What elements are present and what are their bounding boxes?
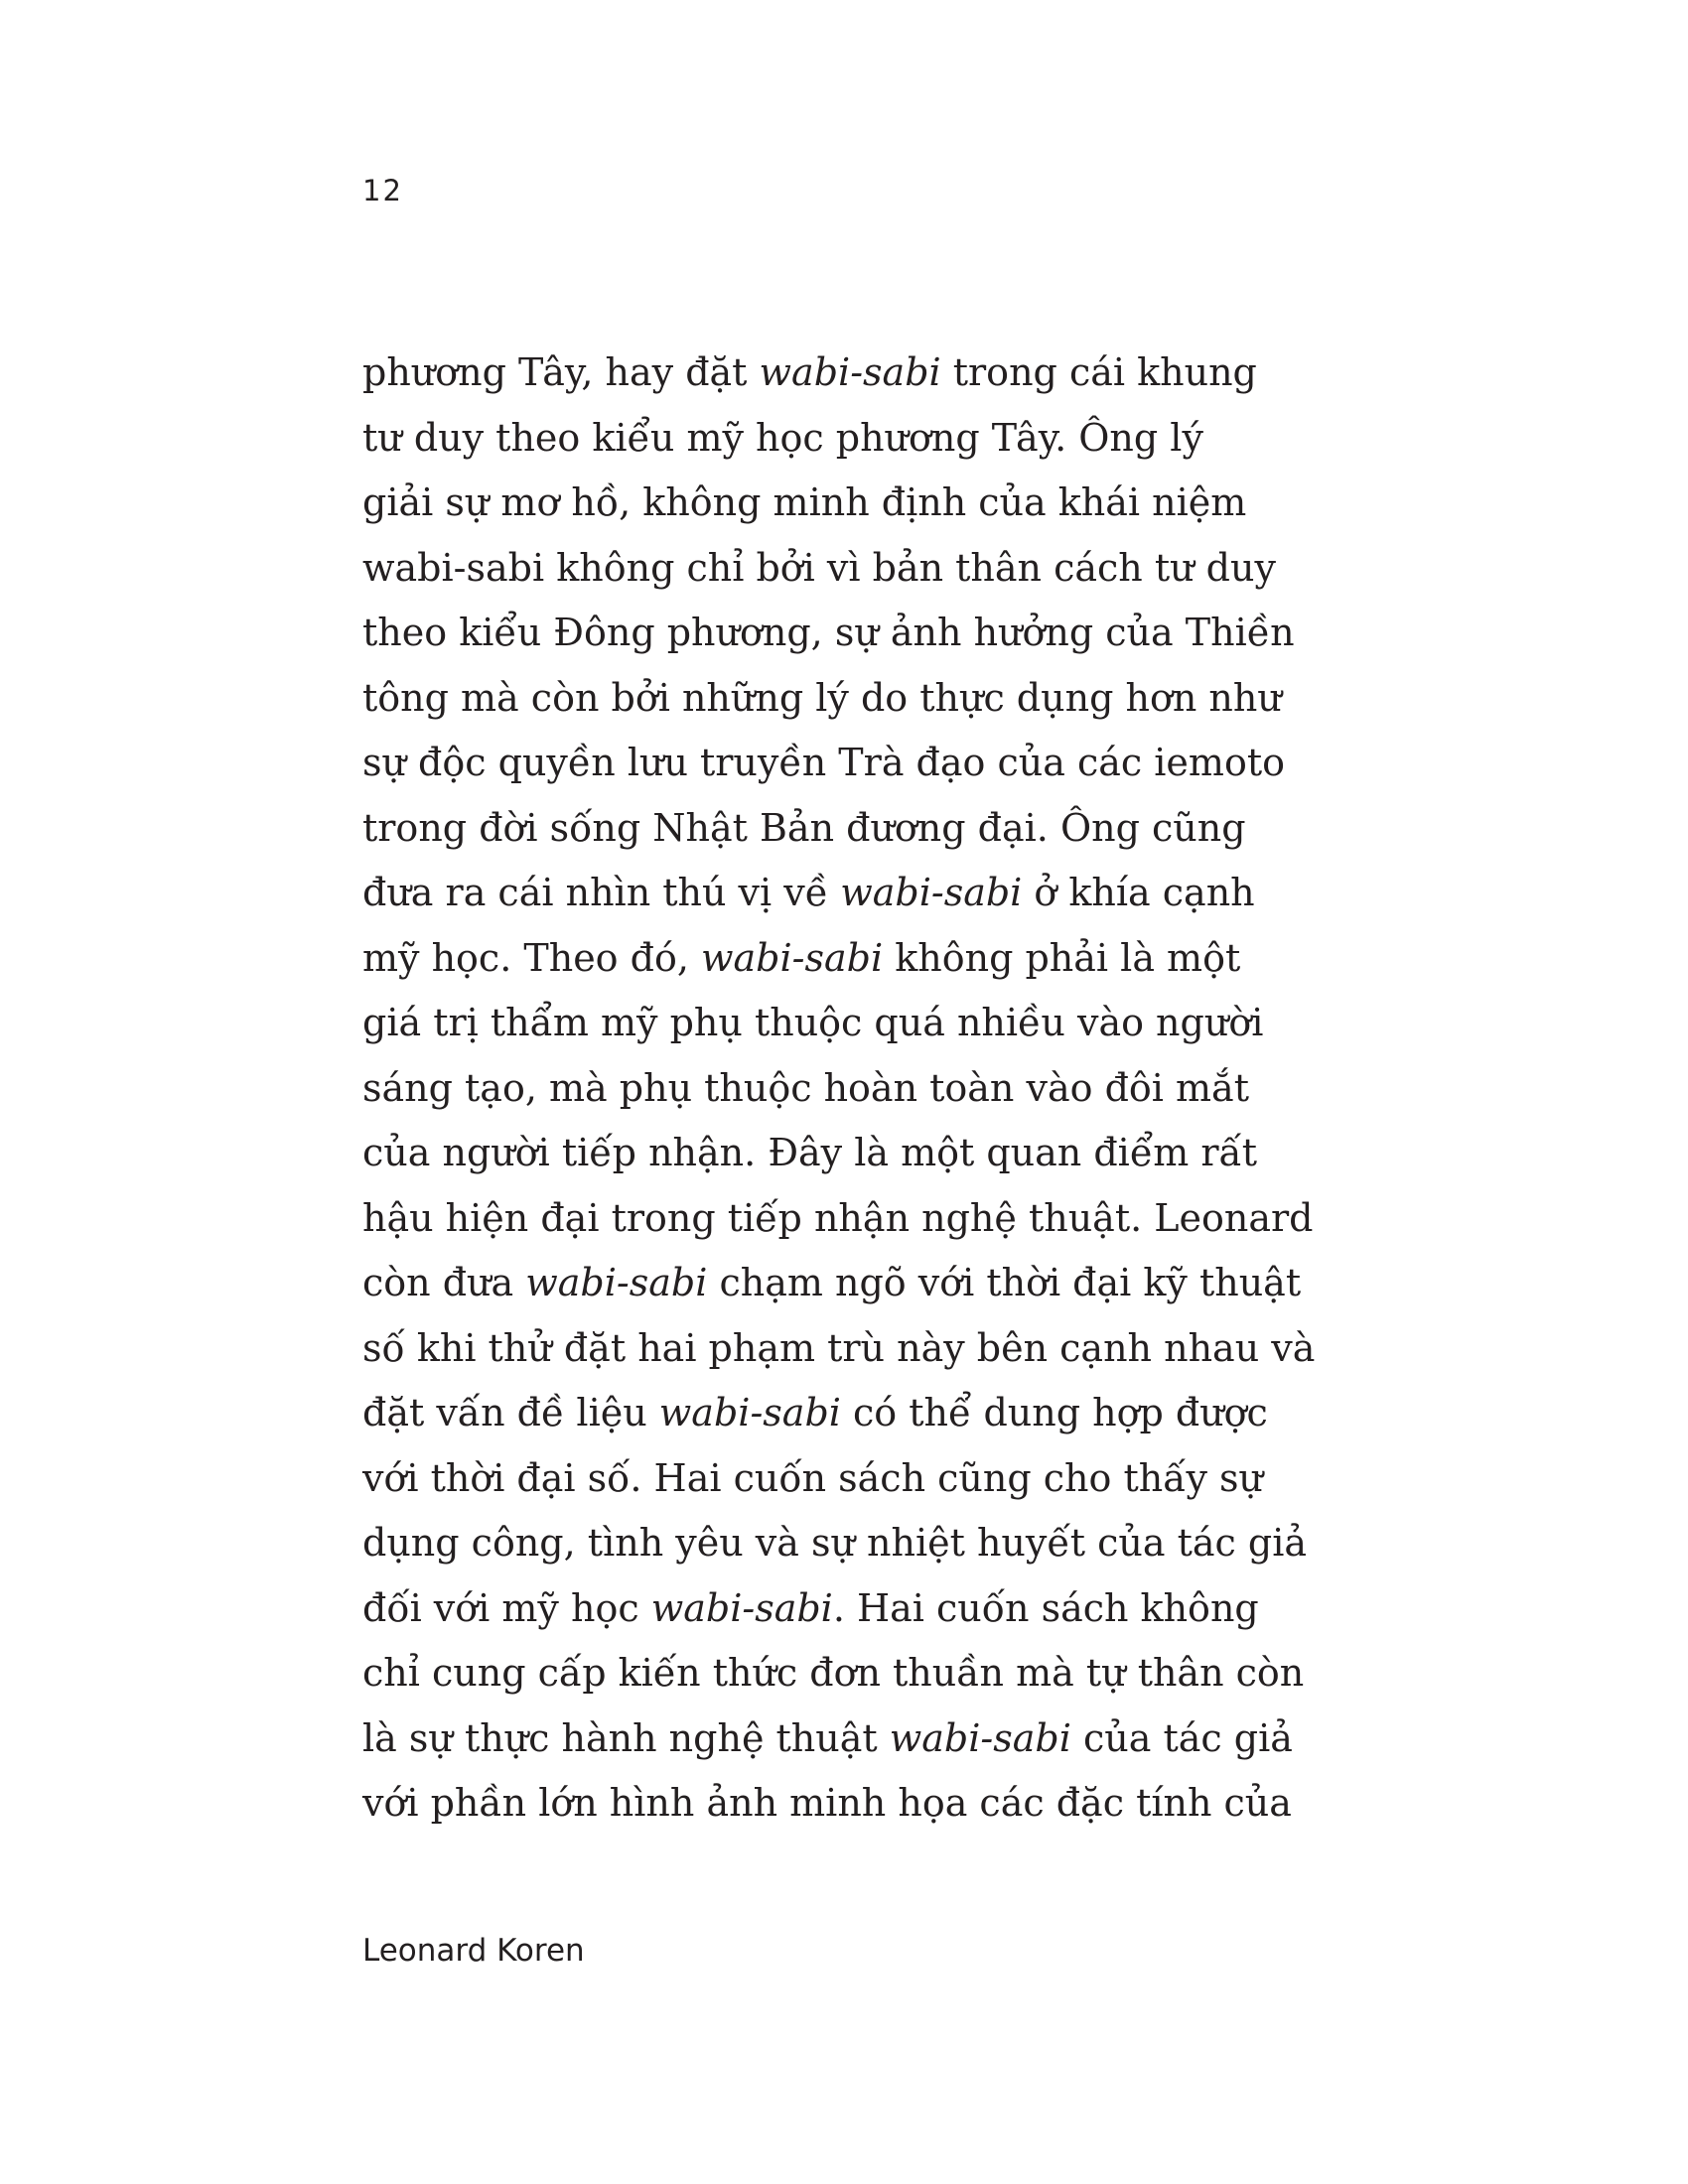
body-paragraph: [362, 341, 1316, 1837]
text-segment: của tác giả: [1070, 1715, 1293, 1760]
text-segment: ở khía cạnh: [1022, 871, 1255, 914]
text-segment: giải sự mơ hồ, không minh định của khái niệm: [362, 480, 1247, 524]
page-number: 12: [362, 174, 403, 207]
text-line: [362, 731, 1316, 796]
text-segment: còn đưa: [362, 1261, 526, 1304]
text-line: [362, 1771, 1316, 1837]
italic-term: wabi-sabi: [889, 1715, 1071, 1760]
italic-term: wabi-sabi: [840, 871, 1023, 914]
text-line: [362, 536, 1316, 602]
text-line: [362, 666, 1316, 732]
text-line: [362, 1576, 1316, 1642]
text-line: [362, 1121, 1316, 1186]
text-line: [362, 341, 1316, 406]
text-line: [362, 406, 1316, 472]
text-segment: dụng công, tình yêu và sự nhiệt huyết của tác giả: [362, 1521, 1308, 1565]
text-segment: . Hai cuốn sách không: [832, 1585, 1259, 1630]
text-segment: theo kiểu Đông phương, sự ảnh hưởng của Thiền: [362, 611, 1295, 654]
text-line: [362, 1511, 1316, 1576]
text-line: [362, 926, 1316, 992]
text-segment: hậu hiện đại trong tiếp nhận nghệ thuật. Leonard: [362, 1195, 1314, 1240]
text-segment: số khi thử đặt hai phạm trù này bên cạnh nhau và: [362, 1325, 1316, 1370]
text-segment: đối với mỹ học: [362, 1585, 651, 1630]
text-line: [362, 471, 1316, 536]
text-line: [362, 1706, 1316, 1772]
text-segment: wabi-sabi không chỉ bởi vì bản thân cách tư duy: [362, 545, 1276, 590]
text-segment: của người tiếp nhận. Đây là một quan điểm rất: [362, 1131, 1258, 1174]
text-segment: tông mà còn bởi những lý do thực dụng hơn như: [362, 675, 1282, 720]
italic-term: wabi-sabi: [701, 935, 884, 980]
text-line: [362, 861, 1316, 926]
text-segment: có thể dung hợp được: [840, 1391, 1268, 1434]
text-line: [362, 1381, 1316, 1446]
text-line: [362, 1056, 1316, 1122]
text-line: [362, 601, 1316, 666]
text-segment: sáng tạo, mà phụ thuộc hoàn toàn vào đôi mắt: [362, 1065, 1249, 1110]
text-line: [362, 991, 1316, 1056]
italic-term: wabi-sabi: [658, 1391, 841, 1434]
text-segment: mỹ học. Theo đó,: [362, 935, 701, 980]
text-segment: chạm ngõ với thời đại kỹ thuật: [707, 1261, 1302, 1304]
text-segment: phương Tây, hay đặt: [362, 350, 760, 394]
text-segment: đặt vấn đề liệu: [362, 1391, 659, 1434]
text-segment: đưa ra cái nhìn thú vị về: [362, 871, 841, 914]
italic-term: wabi-sabi: [759, 350, 941, 394]
text-line: [362, 1446, 1316, 1512]
text-segment: tư duy theo kiểu mỹ học phương Tây. Ông lý: [362, 415, 1203, 460]
running-footer-author: Leonard Koren: [362, 1933, 585, 1969]
text-segment: là sự thực hành nghệ thuật: [362, 1715, 890, 1760]
text-segment: với phần lớn hình ảnh minh họa các đặc tính của: [362, 1781, 1292, 1825]
text-segment: với thời đại số. Hai cuốn sách cũng cho thấy sự: [362, 1455, 1264, 1500]
text-segment: trong cái khung: [940, 350, 1257, 394]
text-line: [362, 1251, 1316, 1316]
text-line: [362, 1641, 1316, 1706]
text-line: [362, 1316, 1316, 1382]
text-segment: chỉ cung cấp kiến thức đơn thuần mà tự thân còn: [362, 1651, 1305, 1695]
italic-term: wabi-sabi: [525, 1261, 708, 1304]
text-segment: sự độc quyền lưu truyền Trà đạo của các iemoto: [362, 741, 1285, 784]
italic-term: wabi-sabi: [650, 1585, 833, 1630]
text-line: [362, 796, 1316, 862]
text-segment: trong đời sống Nhật Bản đương đại. Ông cũng: [362, 805, 1246, 850]
text-segment: giá trị thẩm mỹ phụ thuộc quá nhiều vào người: [362, 1001, 1264, 1044]
text-line: [362, 1186, 1316, 1252]
text-segment: không phải là một: [883, 935, 1241, 980]
